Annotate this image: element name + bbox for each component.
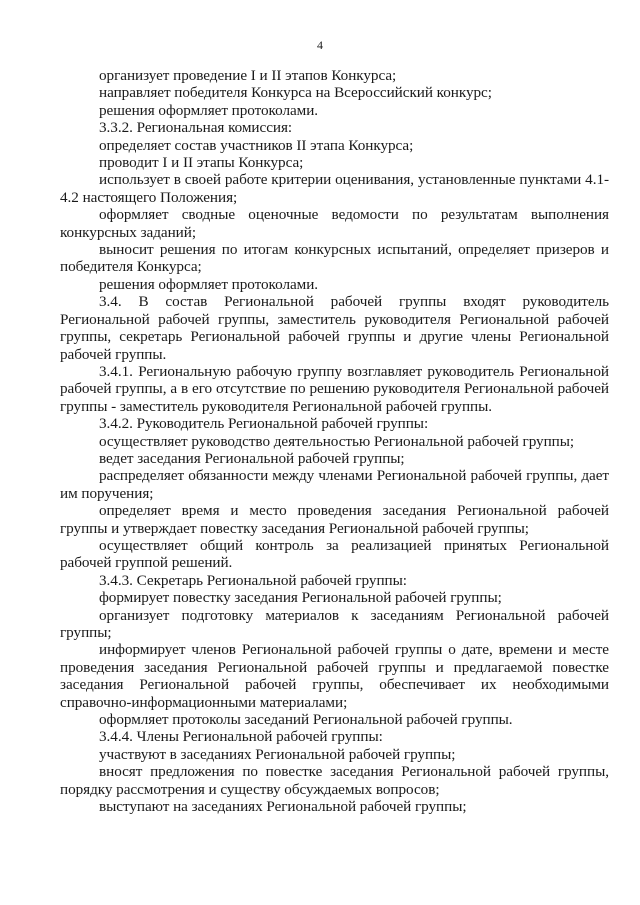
page-number: 4 [317, 38, 323, 52]
paragraph: направляет победителя Конкурса на Всероссийский конкурс; [99, 84, 492, 102]
document-body [60, 67, 609, 815]
paragraph: вносят предложения по повестке заседания Региональной рабочей группы, порядку рассмотрения и существу обсуждаемых вопросов; [60, 763, 609, 798]
paragraph: решения оформляет протоколами. [99, 275, 319, 293]
section-heading: 3.4.2. Руководитель Региональной рабочей группы: [99, 415, 429, 433]
section-heading: 3.3.2. Региональная комиссия: [99, 119, 293, 137]
paragraph: оформляет сводные оценочные ведомости по результатам выполнения конкурсных заданий; [60, 206, 609, 241]
paragraph: проводит I и II этапы Конкурса; [99, 154, 304, 172]
paragraph: организует проведение I и II этапов Конкурса; [99, 67, 397, 84]
section-paragraph: 3.4.1. Региональную рабочую группу возглавляет руководитель Региональной рабочей группы, а в его отсутствие по решению руководителя Региональной рабочей группы - заместитель руководителя Региональной рабочей группы. [60, 362, 609, 415]
paragraph: решения оформляет протоколами. [99, 101, 319, 119]
paragraph: определяет время и место проведения заседания Региональной рабочей группы и утверждает повестку заседания Региональной рабочей группы; [60, 502, 609, 537]
paragraph: оформляет протоколы заседаний Региональной рабочей группы. [99, 711, 513, 729]
paragraph: ведет заседания Региональной рабочей группы; [99, 449, 405, 467]
paragraph: выступают на заседаниях Региональной рабочей группы; [99, 798, 467, 816]
paragraph: осуществляет руководство деятельностью Региональной рабочей группы; [99, 432, 575, 450]
paragraph: распределяет обязанности между членами Региональной рабочей группы, дает им поручения; [60, 467, 609, 502]
paragraph: определяет состав участников II этапа Конкурса; [99, 136, 414, 154]
paragraph: осуществляет общий контроль за реализацией принятых Региональной рабочей группой решений. [60, 536, 609, 572]
section-paragraph: 3.4. В состав Региональной рабочей группы входят руководитель Региональной рабочей группы, заместитель руководителя Региональной рабочей группы, секретарь Региональной рабочей группы и другие члены Региональной рабочей группы. [60, 293, 609, 363]
paragraph: выносит решения по итогам конкурсных испытаний, определяет призеров и победителя Конкурса; [60, 241, 609, 276]
section-heading: 3.4.4. Члены Региональной рабочей группы: [99, 728, 383, 746]
paragraph: информирует членов Региональной рабочей группы о дате, времени и месте проведения заседания Региональной рабочей группы и предлагаемой повестке заседания Региональной рабочей группы, обеспечивает их необходимыми справочно-информационными материалами; [60, 641, 609, 711]
paragraph: использует в своей работе критерии оценивания, установленные пунктами 4.1-4.2 настоящего Положения; [60, 171, 609, 206]
paragraph: организует подготовку материалов к заседаниям Региональной рабочей группы; [60, 606, 609, 641]
section-heading: 3.4.3. Секретарь Региональной рабочей группы: [99, 571, 407, 589]
paragraph: участвуют в заседаниях Региональной рабочей группы; [99, 745, 456, 763]
paragraph: формирует повестку заседания Региональной рабочей группы; [99, 589, 502, 607]
